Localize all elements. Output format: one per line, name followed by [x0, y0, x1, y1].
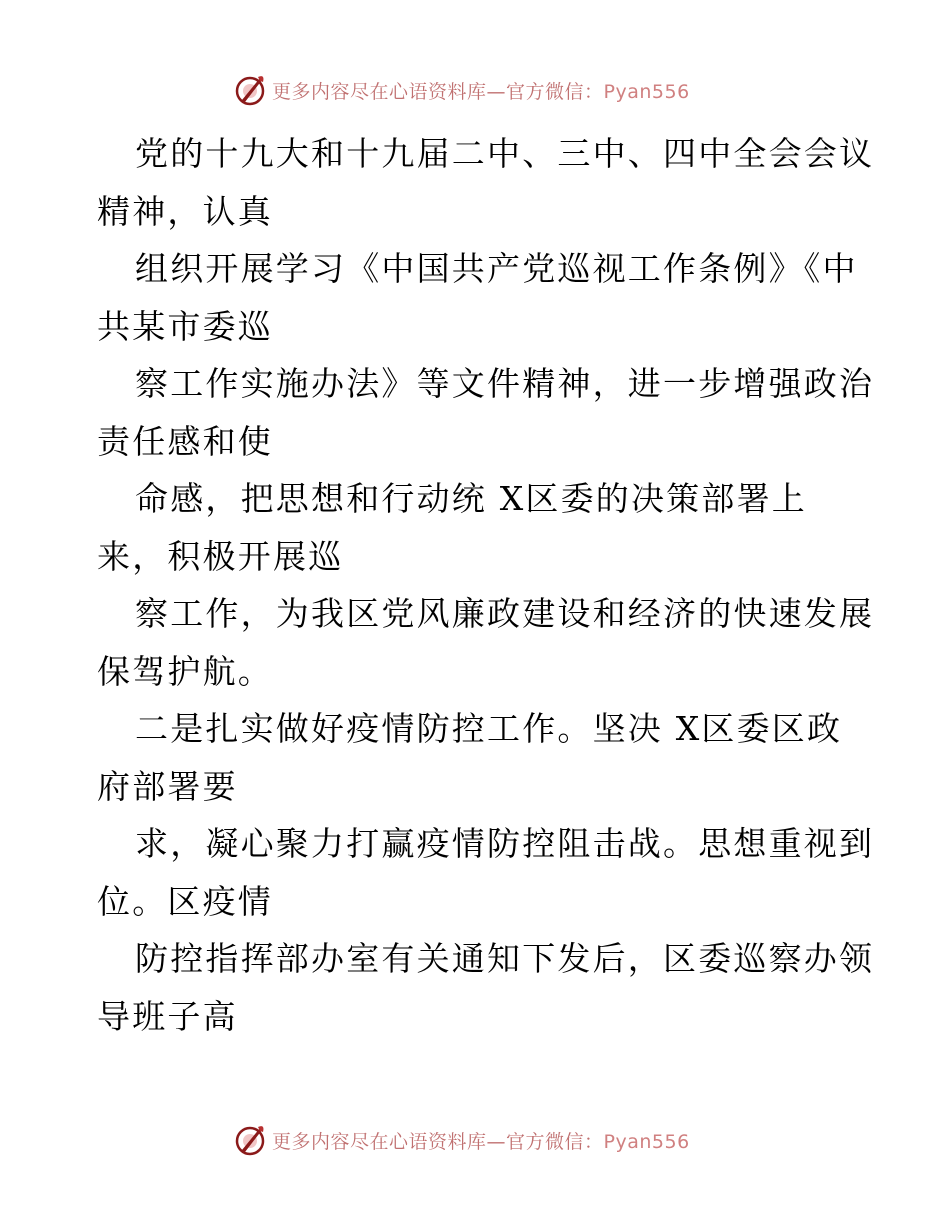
header-banner	[232, 70, 752, 110]
text-line: 察工作实施办法》等文件精神，进一步增强政治	[135, 364, 875, 403]
text-line: 防控指挥部办室有关通知下发后，区委巡察办领	[135, 939, 875, 978]
text-line: 命感，把思想和行动统 X区委的决策部署上	[135, 479, 807, 518]
text-line: 组织开展学习《中国共产党巡视工作条例》《中	[135, 249, 858, 288]
text-line: 位。区疫情	[97, 881, 273, 921]
text-line: 党的十九大和十九届二中、三中、四中全会会议	[135, 134, 875, 173]
footer-banner	[232, 1120, 752, 1160]
text-line: 求，凝心聚力打赢疫情防控阻击战。思想重视到	[135, 824, 875, 863]
banner-text: 更多内容尽在心语资料库—官方微信：Pyan556	[272, 80, 690, 103]
quill-logo-icon	[232, 1122, 268, 1158]
text-line: 责任感和使	[97, 421, 273, 461]
text-line: 导班子高	[97, 996, 238, 1036]
text-line: 共某市委巡	[97, 306, 273, 346]
text-line: 二是扎实做好疫情防控工作。坚决 X区委区政	[135, 709, 843, 748]
text-line: 察工作，为我区党风廉政建设和经济的快速发展	[135, 594, 875, 633]
text-line: 保驾护航。	[97, 651, 273, 691]
text-line: 精神，认真	[97, 191, 273, 231]
wechat-handle: Pyan556	[603, 1130, 690, 1153]
wechat-handle: Pyan556	[603, 80, 690, 103]
text-line: 来，积极开展巡	[97, 536, 344, 576]
quill-logo-icon	[232, 72, 268, 108]
text-line: 府部署要	[97, 766, 238, 806]
document-body	[97, 125, 897, 1045]
banner-text: 更多内容尽在心语资料库—官方微信：Pyan556	[272, 1130, 690, 1153]
